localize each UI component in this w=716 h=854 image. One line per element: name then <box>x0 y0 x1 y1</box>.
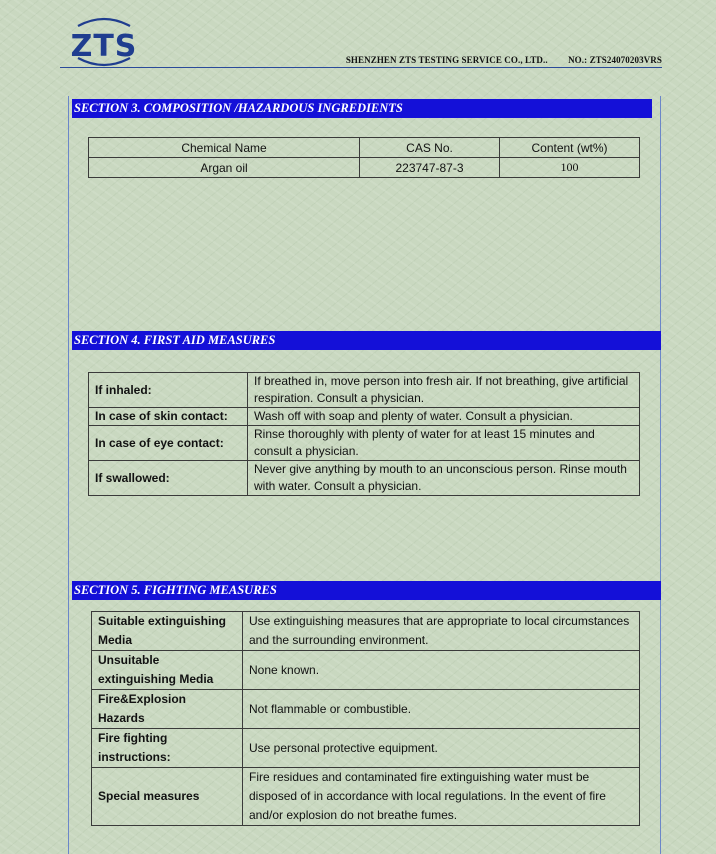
logo-text: ZTS <box>70 29 138 64</box>
table-row <box>89 461 640 496</box>
company-logo <box>64 14 146 70</box>
content-cell: 100 <box>500 158 640 178</box>
first-aid-table <box>88 372 640 496</box>
fighting-text: Use extinguishing measures that are appropriate to local circumstances and the surrounding environment. <box>243 612 640 651</box>
first-aid-text: Rinse thoroughly with plenty of water for at least 15 minutes and consult a physician. <box>248 426 640 461</box>
fighting-text: Fire residues and contaminated fire extinguishing water must be disposed of in accordance with local regulations. In the event of fire and/or explosion do not breathe fumes. <box>243 768 640 826</box>
table-row <box>89 373 640 408</box>
column-header-cas-no: CAS No. <box>360 138 500 158</box>
composition-table <box>88 137 640 178</box>
first-aid-text: If breathed in, move person into fresh air. If not breathing, give artificial respiration. Consult a physician. <box>248 373 640 408</box>
page-frame-left <box>68 96 69 854</box>
company-name: SHENZHEN ZTS TESTING SERVICE CO., LTD.. <box>345 55 548 65</box>
column-header-chemical-name: Chemical Name <box>89 138 360 158</box>
fighting-text: Use personal protective equipment. <box>243 729 640 768</box>
table-row <box>89 426 640 461</box>
cas-no-cell: 223747-87-3 <box>360 158 500 178</box>
column-header-content: Content (wt%) <box>500 138 640 158</box>
page-frame-right <box>660 96 661 854</box>
fighting-label: Unsuitable extinguishing Media <box>92 651 243 690</box>
report-header <box>300 55 662 65</box>
table-header-row <box>89 138 640 158</box>
table-row <box>92 651 640 690</box>
fighting-label: Fire&Explosion Hazards <box>92 690 243 729</box>
fire-fighting-table <box>91 611 640 826</box>
table-row <box>92 612 640 651</box>
table-row <box>92 690 640 729</box>
first-aid-text: Wash off with soap and plenty of water. Consult a physician. <box>248 408 640 426</box>
table-row <box>92 729 640 768</box>
section-4-title: SECTION 4. FIRST AID MEASURES <box>72 331 661 350</box>
first-aid-label: If swallowed: <box>89 461 248 496</box>
table-row <box>89 158 640 178</box>
report-number: NO.: ZTS24070203VRS <box>568 55 662 65</box>
first-aid-label: If inhaled: <box>89 373 248 408</box>
table-row <box>92 768 640 826</box>
zts-logo-icon <box>64 14 146 70</box>
header-divider <box>60 67 662 68</box>
fighting-label: Special measures <box>92 768 243 826</box>
table-row <box>89 408 640 426</box>
first-aid-text: Never give anything by mouth to an unconscious person. Rinse mouth with water. Consult a physician. <box>248 461 640 496</box>
section-5-title: SECTION 5. FIGHTING MEASURES <box>72 581 661 600</box>
fighting-text: Not flammable or combustible. <box>243 690 640 729</box>
fighting-text: None known. <box>243 651 640 690</box>
fighting-label: Fire fighting instructions: <box>92 729 243 768</box>
first-aid-label: In case of skin contact: <box>89 408 248 426</box>
fighting-label: Suitable extinguishing Media <box>92 612 243 651</box>
chemical-name-cell: Argan oil <box>89 158 360 178</box>
first-aid-label: In case of eye contact: <box>89 426 248 461</box>
section-3-title: SECTION 3. COMPOSITION /HAZARDOUS INGREDIENTS <box>72 99 652 118</box>
